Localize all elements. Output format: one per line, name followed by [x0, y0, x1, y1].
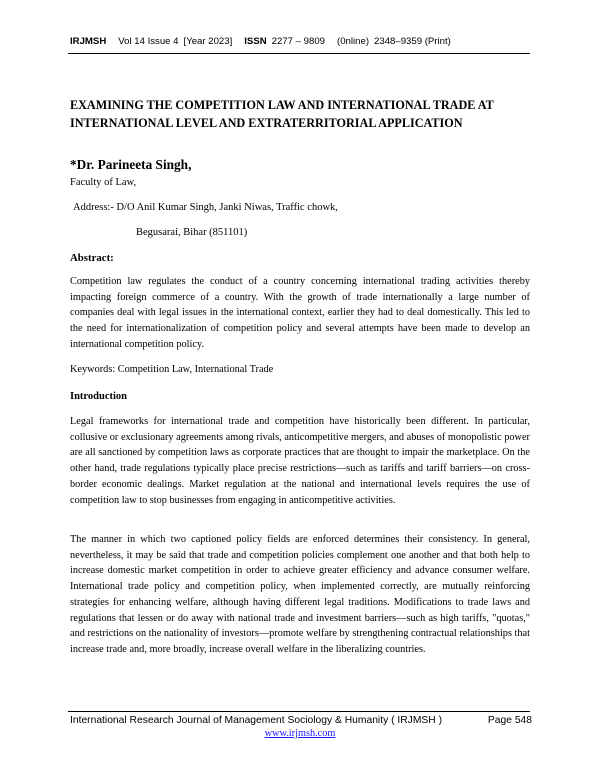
keywords: Keywords: Competition Law, International Trade: [70, 364, 274, 375]
issn-label: ISSN: [244, 36, 267, 47]
year: [Year 2023]: [183, 36, 233, 47]
footer-rule: [68, 711, 530, 712]
address-line-2: Begusarai, Bihar (851101): [136, 227, 248, 238]
running-footer: [70, 715, 532, 726]
online-label: (0nline): [337, 36, 370, 47]
header-rule: [68, 53, 530, 54]
issn-online: 2277 – 9809: [271, 36, 326, 47]
abstract-text: Competition law regulates the conduct of a country concerning international trading activities thereby impacting foreign commerce of a country. With the growth of trade internationally a large number of companies deal with legal issues in the international context, earlier they had to deal domestically. This led to the need for internationalization of competition policy and several attempts have been made to develop an international competition policy.: [70, 276, 530, 350]
running-header: [70, 36, 530, 47]
article-title: EXAMINING THE COMPETITION LAW AND INTERNATIONAL TRADE AT INTERNATIONAL LEVEL AND EXTRATERRITORIAL APPLICATION: [70, 98, 494, 130]
issn-print: 2348–9359 (Print): [374, 36, 451, 47]
address-line-1: Address:- D/O Anil Kumar Singh, Janki Niwas, Traffic chowk,: [73, 202, 338, 213]
footer-journal: International Research Journal of Management Sociology & Humanity ( IRJMSH ): [70, 715, 443, 726]
intro-paragraph-1: Legal frameworks for international trade and competition have historically been different. In particular, collusive or exclusionary agreements among rivals, anticompetitive mergers, and abuses of monopolistic power are all sanctioned by competition laws as corporate practices that are thought to impair the marketplace. On the other hand, trade regulations typically place precise restrictions—such as tariffs and tariff barriers—on cross-border economic dealings. Market regulation at the national and international levels requires the use of competition law to stop businesses from engaging in anticompetitive activities.: [70, 416, 530, 506]
affiliation: Faculty of Law,: [70, 177, 137, 188]
page-number: Page 548: [487, 715, 532, 726]
intro-paragraph-2: The manner in which two captioned policy fields are enforced determines their consistency. In general, nevertheless, it may be said that trade and competition policies complement one another and that both help to increase domestic market competition in order to achieve greater efficiency and advance consumer welfare. International trade policy and competition policy, when implemented correctly, are mutually reinforcing strategies for enhancing welfare, although having different legal traditions. Modifications to trade laws and regulations that lessen or do away with national trade and investment barriers—such as high tariffs, "quotas," and restrictions on the nationality of investors—promote welfare by strengthening contractual relationships that increase trade and, more broadly, increase overall welfare in the liberalizing countries.: [70, 534, 530, 655]
author-name: *Dr. Parineeta Singh,: [70, 157, 192, 172]
volume-issue: Vol 14 Issue 4: [118, 36, 179, 47]
introduction-heading: Introduction: [70, 391, 127, 402]
abstract-heading: Abstract:: [70, 252, 114, 264]
website-link[interactable]: www.irjmsh.com: [264, 728, 336, 739]
journal-abbrev: IRJMSH: [70, 36, 107, 47]
